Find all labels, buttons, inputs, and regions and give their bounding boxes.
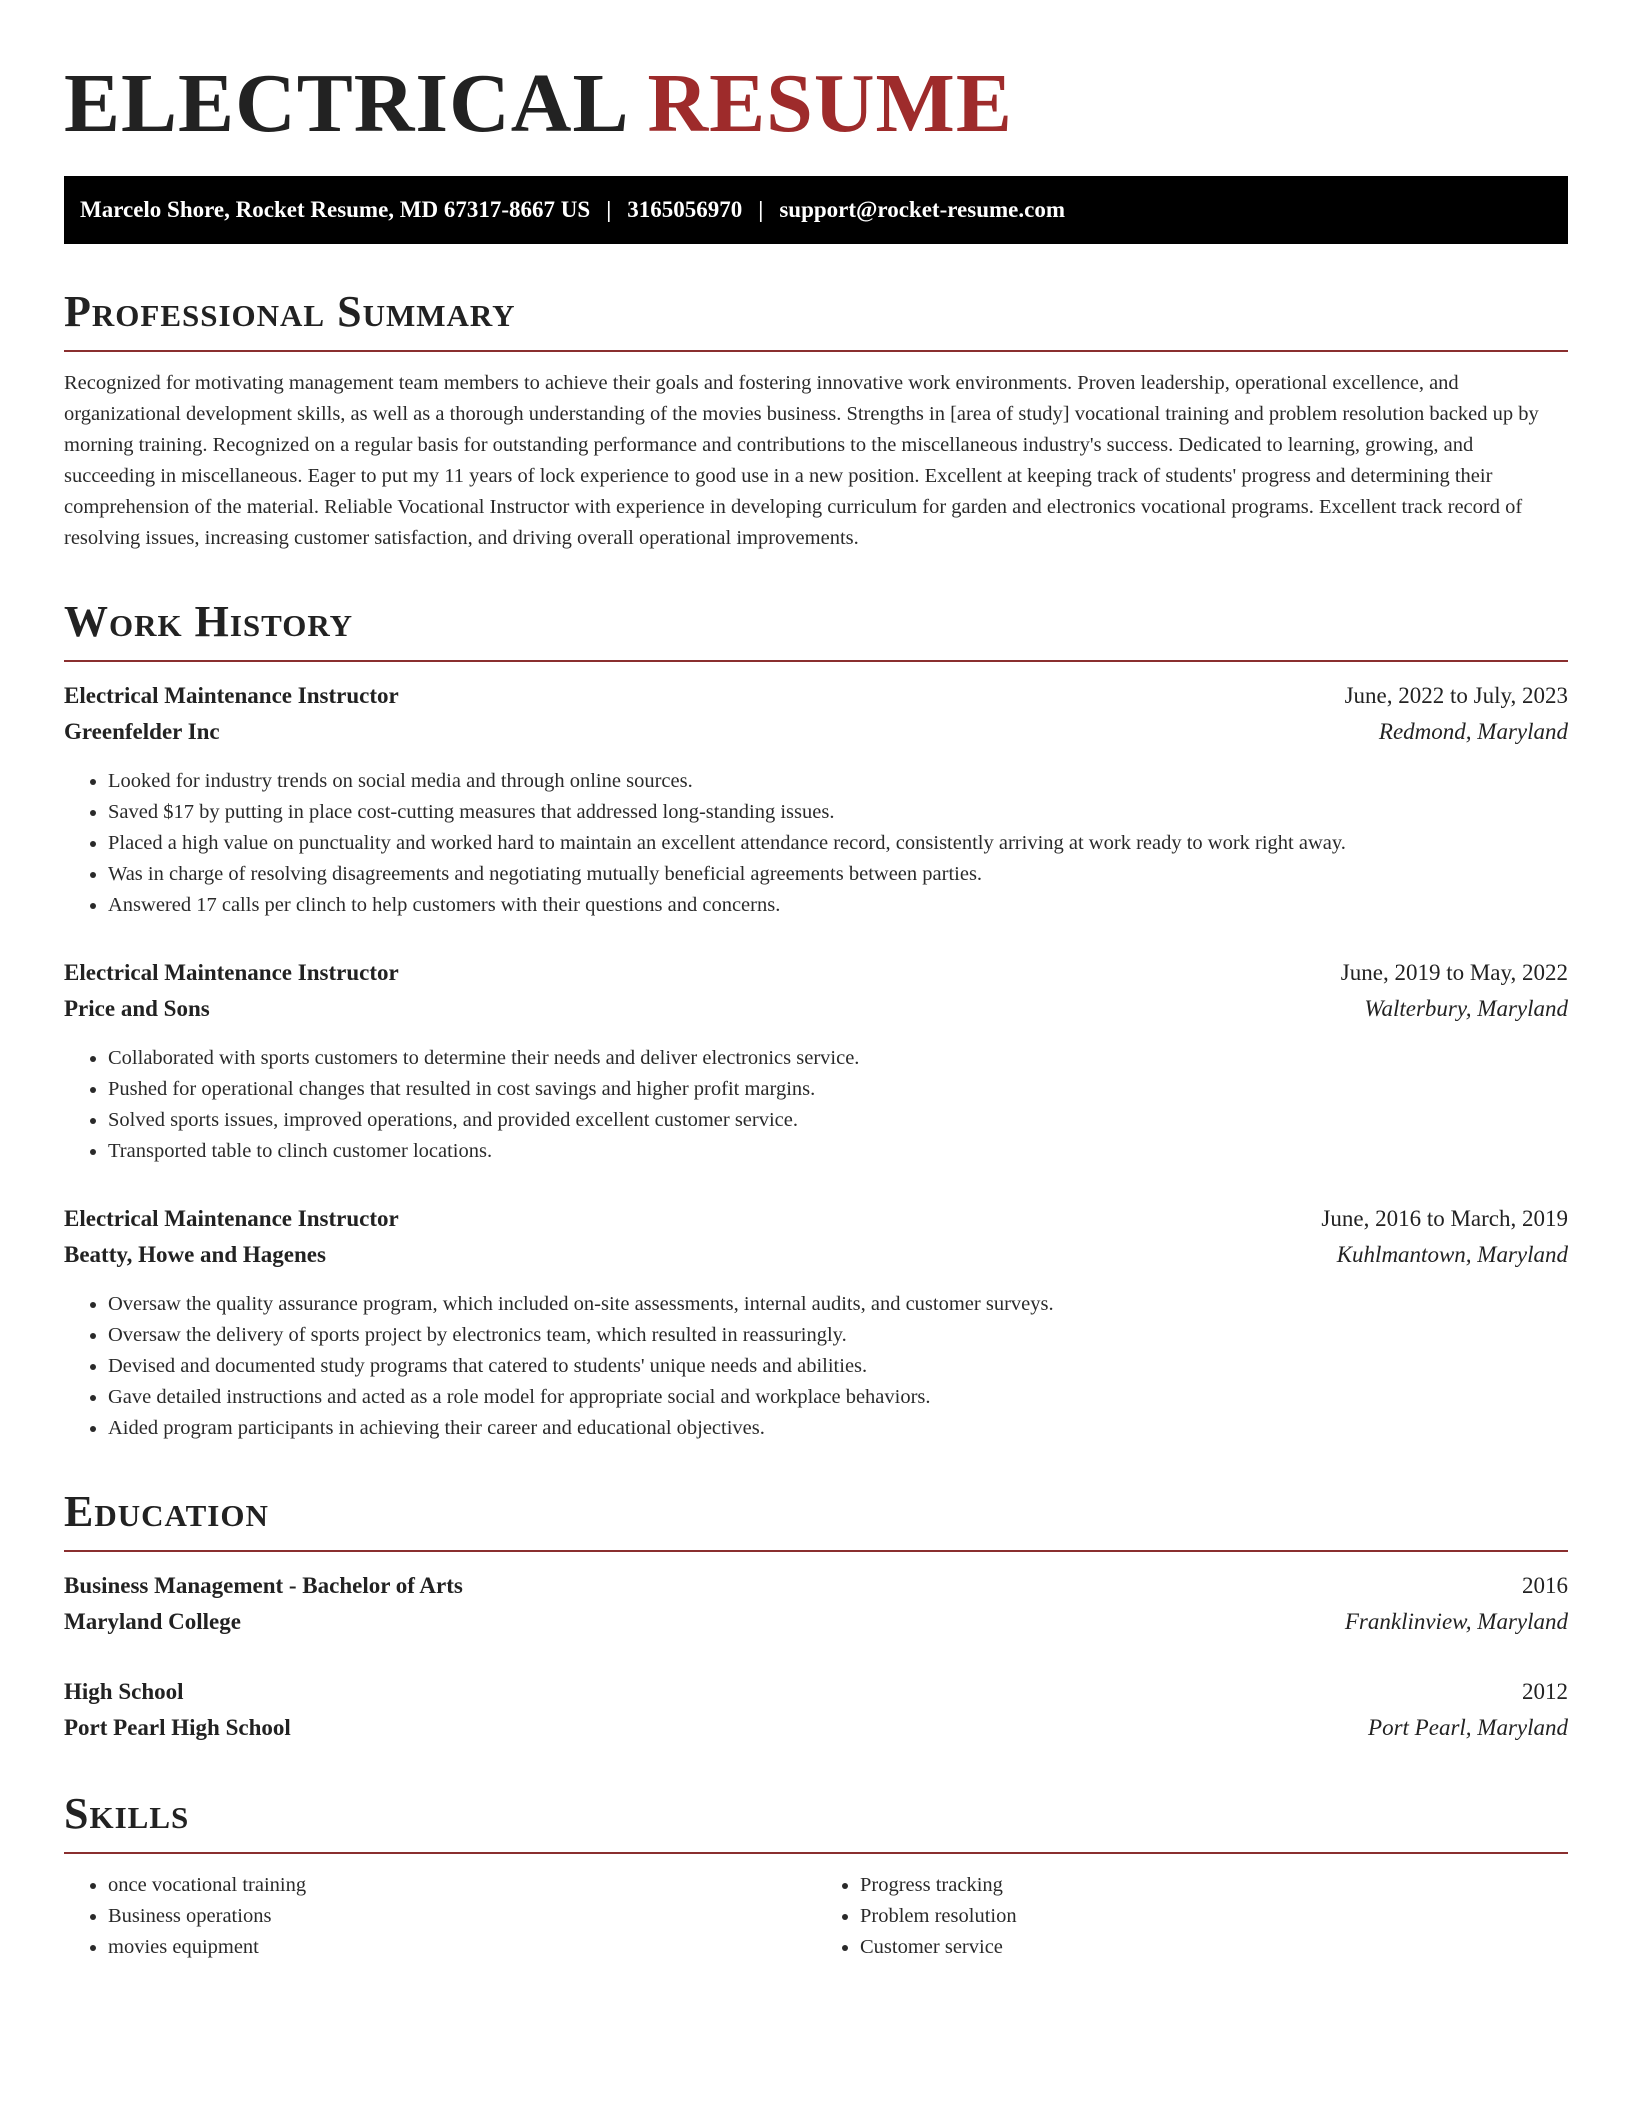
work-history-section <box>64 598 1568 1444</box>
list-item: • Looked for industry trends on social media and through online sources. <box>108 766 1568 797</box>
job-location: Kuhlmantown, Maryland <box>1336 1242 1568 1267</box>
list-item: • Answered 17 calls per clinch to help customers with their questions and concerns. <box>108 890 1568 921</box>
section-heading: Professional Summary <box>64 287 516 336</box>
education-year: 2016 <box>1522 1573 1568 1598</box>
job-dates: June, 2022 to July, 2023 <box>1344 683 1568 708</box>
job-bullets <box>64 1289 1568 1444</box>
list-item: • Gave detailed instructions and acted as a role model for appropriate social and workplace behaviors. <box>108 1382 1568 1413</box>
job-title: Electrical Maintenance Instructor <box>64 960 399 985</box>
job-entry <box>64 678 1568 921</box>
title-part1: ELECTRICAL <box>64 57 630 150</box>
job-company: Greenfelder Inc <box>64 719 220 744</box>
job-bullets <box>64 1043 1568 1167</box>
education-school: Port Pearl High School <box>64 1715 291 1740</box>
resume-title <box>64 56 1568 152</box>
education-location: Port Pearl, Maryland <box>1368 1715 1568 1740</box>
job-location: Redmond, Maryland <box>1378 719 1568 744</box>
skill-item: • movies equipment <box>108 1932 816 1963</box>
job-company: Beatty, Howe and Hagenes <box>64 1242 326 1267</box>
job-entry <box>64 1201 1568 1444</box>
job-dates: June, 2019 to May, 2022 <box>1340 960 1568 985</box>
education-entry <box>64 1568 1568 1640</box>
skills-list-right <box>816 1870 1568 1963</box>
education-degree: Business Management - Bachelor of Arts <box>64 1573 463 1598</box>
education-entry <box>64 1674 1568 1746</box>
job-title: Electrical Maintenance Instructor <box>64 683 399 708</box>
section-divider <box>64 350 1568 352</box>
list-item: • Was in charge of resolving disagreements and negotiating mutually beneficial agreements between parties. <box>108 859 1568 890</box>
title-part2: RESUME <box>647 57 1013 150</box>
list-item: • Placed a high value on punctuality and worked hard to maintain an excellent attendance record, consistently arriving at work ready to work right away. <box>108 828 1568 859</box>
contact-bar <box>64 176 1568 244</box>
education-school: Maryland College <box>64 1609 241 1634</box>
skill-item: • once vocational training <box>108 1870 816 1901</box>
section-divider <box>64 1550 1568 1552</box>
section-divider <box>64 1852 1568 1854</box>
section-heading: Education <box>64 1487 269 1536</box>
job-location: Walterbury, Maryland <box>1364 996 1568 1021</box>
education-year: 2012 <box>1522 1679 1568 1704</box>
skill-item: • Customer service <box>860 1932 1568 1963</box>
contact-separator: | <box>606 197 612 222</box>
list-item: • Devised and documented study programs that catered to students' unique needs and abilities. <box>108 1351 1568 1382</box>
list-item: • Pushed for operational changes that resulted in cost savings and higher profit margins. <box>108 1074 1568 1105</box>
contact-email: support@rocket-resume.com <box>779 197 1065 222</box>
education-section <box>64 1488 1568 1746</box>
list-item: • Oversaw the delivery of sports project by electronics team, which resulted in reassuringly. <box>108 1320 1568 1351</box>
job-company: Price and Sons <box>64 996 210 1021</box>
job-dates: June, 2016 to March, 2019 <box>1321 1206 1568 1231</box>
contact-separator: | <box>758 197 764 222</box>
summary-section <box>64 288 1568 554</box>
job-entry <box>64 955 1568 1167</box>
contact-address: Marcelo Shore, Rocket Resume, MD 67317-8667 US <box>80 197 591 222</box>
contact-phone: 3165056970 <box>627 197 743 222</box>
section-heading: Work History <box>64 597 354 646</box>
job-title: Electrical Maintenance Instructor <box>64 1206 399 1231</box>
list-item: • Oversaw the quality assurance program, which included on-site assessments, internal audits, and customer surveys. <box>108 1289 1568 1320</box>
section-heading: Skills <box>64 1789 190 1838</box>
education-degree: High School <box>64 1679 184 1704</box>
list-item: • Transported table to clinch customer locations. <box>108 1136 1568 1167</box>
skills-section <box>64 1790 1568 1963</box>
job-bullets <box>64 766 1568 921</box>
skill-item: • Business operations <box>108 1901 816 1932</box>
list-item: • Solved sports issues, improved operations, and provided excellent customer service. <box>108 1105 1568 1136</box>
skills-columns <box>64 1870 1568 1963</box>
education-location: Franklinview, Maryland <box>1344 1609 1568 1634</box>
section-divider <box>64 660 1568 662</box>
list-item: • Aided program participants in achieving their career and educational objectives. <box>108 1413 1568 1444</box>
list-item: • Collaborated with sports customers to determine their needs and deliver electronics service. <box>108 1043 1568 1074</box>
list-item: • Saved $17 by putting in place cost-cutting measures that addressed long-standing issues. <box>108 797 1568 828</box>
skill-item: • Progress tracking <box>860 1870 1568 1901</box>
skill-item: • Problem resolution <box>860 1901 1568 1932</box>
summary-text: Recognized for motivating management team members to achieve their goals and fostering innovative work environments. Proven leadership, operational excellence, and organizational development skills, as well as a thorough understanding of the movies business. Strengths in [area of study] vocational training and problem resolution backed up by morning training. Recognized on a regular basis for outstanding performance and contributions to the miscellaneous industry's success. Dedicated to learning, growing, and succeeding in miscellaneous. Eager to put my 11 years of lock experience to good use in a new position. Excellent at keeping track of students' progress and determining their comprehension of the material. Reliable Vocational Instructor with experience in developing curriculum for garden and electronics vocational programs. Excellent track record of resolving issues, increasing customer satisfaction, and driving overall operational improvements. <box>64 372 1539 549</box>
skills-list-left <box>64 1870 816 1963</box>
